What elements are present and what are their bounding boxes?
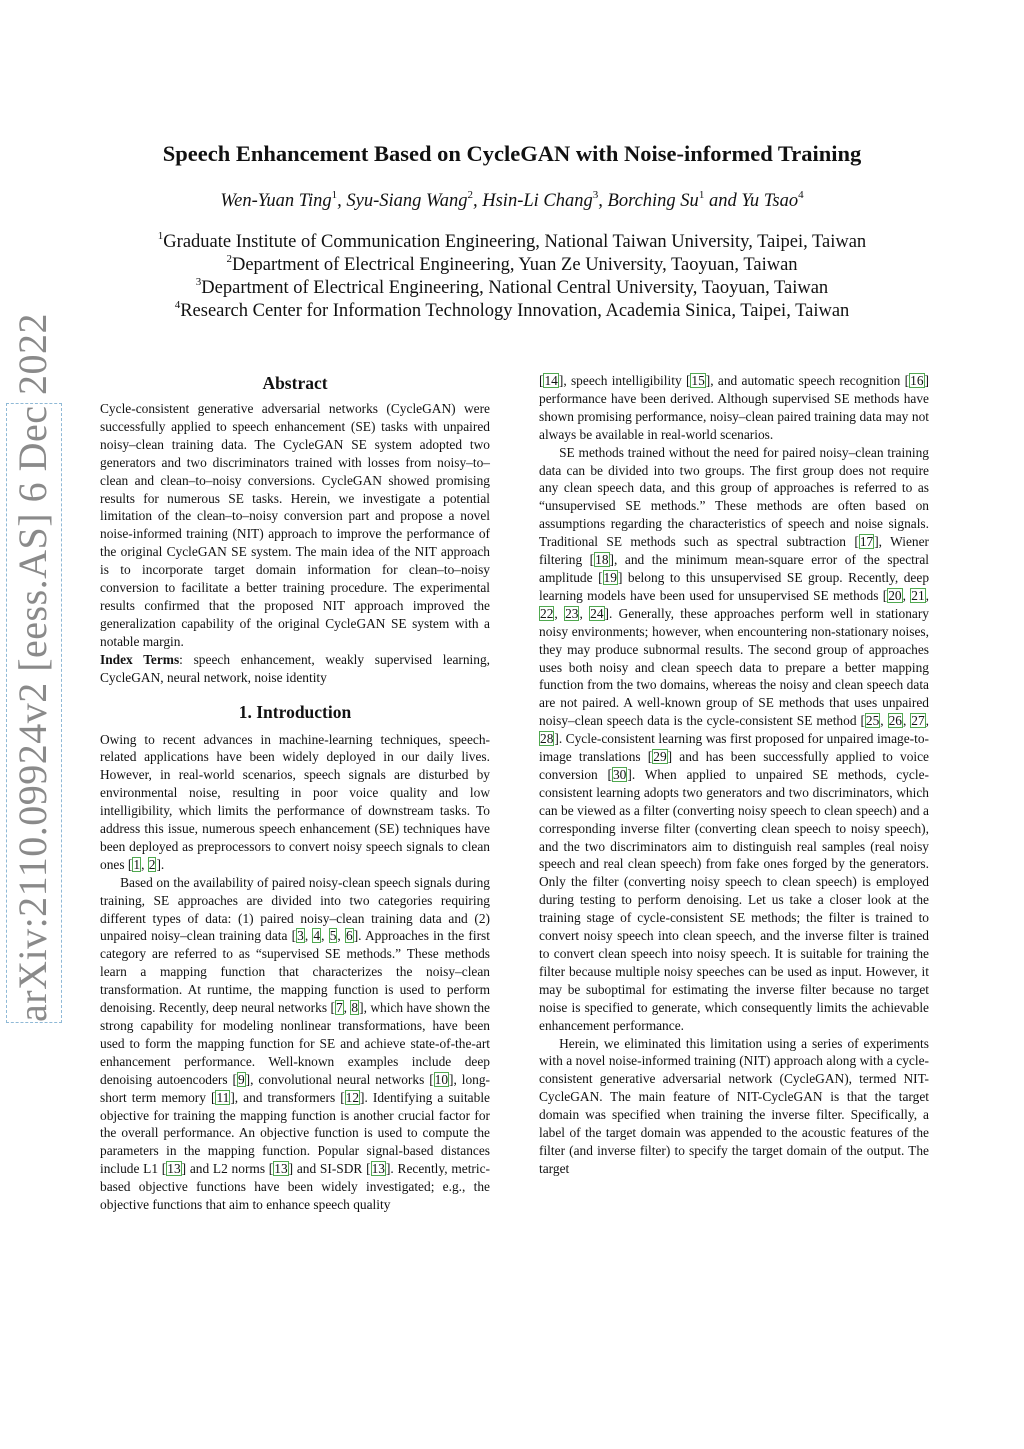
citation-link[interactable]: 10 xyxy=(434,1071,449,1087)
paragraph-text: , xyxy=(337,928,345,944)
paragraph-text: , xyxy=(343,1000,351,1016)
intro-paragraph-3 xyxy=(539,372,929,444)
citation-link[interactable]: 21 xyxy=(911,587,925,603)
paragraph-text: ], and transformers [ xyxy=(230,1089,345,1105)
citation-link[interactable]: 25 xyxy=(865,713,880,729)
author-affil-mark: 2 xyxy=(467,188,473,201)
paragraph-text: ], and the minimum mean-square error of the spectral amplitude [ xyxy=(539,552,929,585)
citation-link[interactable]: 18 xyxy=(595,552,609,568)
citation-link[interactable]: 14 xyxy=(544,373,558,388)
citation-link[interactable]: 28 xyxy=(540,731,554,747)
paragraph-text: ] and L2 norms [ xyxy=(181,1161,274,1177)
affiliation-mark: 1 xyxy=(157,229,164,242)
paragraph-text: ]. Recently, metric-based objective functions have been widely investigated; e.g., the objective functions that aim to enhance speech quality xyxy=(100,1161,490,1213)
paragraph-text: ]. When applied to unpaired SE methods, cycle-consistent learning adopts two generators and two discriminators, which can be viewed as a filter (converting noisy speech to clean speech) and a corresponding inverse filter (converting clean speech to noisy speech), and the two discriminators aim to distinguish real samples (real noisy speech and real clean speech) from fake ones forged by the generators. Only the filter (converting noisy speech to clean speech) is employed during testing to perform denoising. Let us take a closer look at the training stage of cycle-consistent SE methods; the filter is trained to convert noisy speech into clean speech, and the inverse filter is trained to convert clean speech into noisy speech. It is suitable for training the filter because multiple noisy speeches can be used as input. However, it may be suboptimal for estimating the inverse filter because no target noise is specified to generate, which consequently limits the achievable enhancement performance. xyxy=(539,766,929,1033)
paragraph-text: SE methods trained without the need for paired noisy–clean training data can be divided into two groups. The first group does not require any clean speech data, and this group of approaches is referred to as “unsupervised SE methods.” These methods are often based on assumptions regarding the characteristics of speech and noise signals. Traditional SE methods such as spectral subtraction [ xyxy=(539,444,929,550)
citation-link[interactable]: 30 xyxy=(612,766,627,782)
citation-link[interactable]: 9 xyxy=(237,1071,245,1087)
citation-link[interactable]: 2 xyxy=(148,856,156,872)
author-name: Syu-Siang Wang xyxy=(346,191,468,211)
paragraph-text: Based on the availability of paired noisy-clean speech signals during training, SE approaches are divided into two categories requiring different types of data: (1) paired noisy–clean training data and (2) unpaired noisy–clean training data [ xyxy=(100,874,490,944)
author-list: Wen-Yuan Ting$^1$, Syu-Siang Wang$^2$, Hsin-Li Chang$^3$, Borching Su$^1$ and Yu Tsao$^4$ xyxy=(220,188,804,211)
citation-link[interactable]: 13 xyxy=(371,1161,385,1177)
affiliation xyxy=(60,254,964,277)
author-affil-mark: 4 xyxy=(798,188,804,201)
author-affil-mark: 1 xyxy=(331,188,338,201)
paragraph-text: ]. Cycle-consistent learning was first proposed for unpaired image-to-image translations [ xyxy=(539,731,929,765)
paragraph-text: ]. xyxy=(156,856,165,872)
introduction-heading: 1. Introduction xyxy=(238,701,352,722)
citation-link[interactable]: 23 xyxy=(565,605,579,621)
paragraph-text: [ xyxy=(539,373,544,388)
paragraph-text: ]. Identifying a suitable objective for training the mapping function is another crucial factor for the overall performance. An objective function is used to compute the parameters in the mapping function. Popular signal-based distances include L1 [ xyxy=(100,1089,490,1177)
paragraph-text: , xyxy=(925,713,929,729)
affiliation-mark: 3 xyxy=(195,275,202,288)
citation-link[interactable]: 26 xyxy=(888,713,902,729)
paragraph-text: ]. Generally, these approaches perform well in stationary noisy environments; however, when encountering non-stationary noises, they may produce subnormal results. The second group of approaches uses both noisy and clean speech data to prepare a better mapping function from the two domains, whereas the noisy and clean speech data are not paired. A well-known group of SE methods that uses unpaired noisy–clean speech data is the cycle-consistent SE method [ xyxy=(539,605,929,729)
affiliation xyxy=(60,277,964,300)
affiliation xyxy=(60,300,964,323)
intro-paragraph-1 xyxy=(100,731,490,874)
citation-link[interactable]: 12 xyxy=(345,1089,360,1105)
citation-link[interactable]: 13 xyxy=(274,1161,288,1177)
affiliation xyxy=(60,231,964,254)
paragraph-text: ], which have shown the strong capability for modeling nonlinear transformations, have been used to form the mapping function for SE and achieve state-of-the-art enhancement performance. Well-known examples include deep denoising autoencoders [ xyxy=(100,1000,490,1087)
affiliation-mark: 2 xyxy=(226,252,232,265)
citation-link[interactable]: 8 xyxy=(351,1000,359,1016)
intro-paragraph-4 xyxy=(539,444,929,1035)
affiliation-list xyxy=(60,231,964,323)
abstract-text: Cycle-consistent generative adversarial networks (CycleGAN) were successfully applied to speech enhancement (SE) tasks with unpaired noisy–clean training data. The CycleGAN SE system adopted two generators and two discriminators trained with losses from noisy–to–clean and clean–to–noisy conversions. CycleGAN showed promising results for numerous SE tasks. Herein, we investigate a potential limitation of the clean–to–noisy conversion part and propose a novel noise-informed training (NIT) approach to improve the performance of the original CycleGAN SE system. The main idea of the NIT approach is to incorporate target domain information for clean–to–noisy conversion to facilitate a better training procedure. The experimental results confirmed that the proposed NIT approach improved the generalization capability of the original CycleGAN SE system with a notable margin. xyxy=(100,401,490,649)
citation-link[interactable]: 22 xyxy=(540,605,554,621)
citation-link[interactable]: 11 xyxy=(216,1089,230,1105)
paper-title: Speech Enhancement Based on CycleGAN with Noise-informed Training xyxy=(162,141,862,166)
affiliation-text: Research Center for Information Technology Innovation, Academia Sinica, Taipei, Taiwan xyxy=(180,301,850,321)
author-name: Wen-Yuan Ting xyxy=(220,191,332,211)
index-terms xyxy=(100,651,490,687)
paragraph-text: ] and has been successfully applied to voice conversion [ xyxy=(539,749,929,782)
citation-link[interactable]: 7 xyxy=(335,1000,343,1016)
author-affil-mark: 3 xyxy=(592,188,599,201)
paragraph-text: Owing to recent advances in machine-learning techniques, speech-related applications have been widely deployed in our daily lives. However, in real-world scenarios, speech signals are disturbed by environmental noise, resulting in poor voice quality and low intelligibility, which limits the performance of downstream tasks. To address this issue, numerous speech enhancement (SE) techniques have been deployed as preprocessors to convert noisy speech signals to clean ones [ xyxy=(100,731,490,872)
paragraph-text: , xyxy=(321,928,329,944)
paragraph-text: ], Wiener filtering [ xyxy=(539,534,929,568)
citation-link[interactable]: 3 xyxy=(297,928,304,944)
paragraph-text: , xyxy=(902,713,911,729)
affiliation-text: Department of Electrical Engineering, Yuan Ze University, Taoyuan, Taiwan xyxy=(231,255,798,275)
citation-link[interactable]: 13 xyxy=(167,1161,181,1177)
author-name: Borching Su xyxy=(607,191,699,211)
affiliation-mark: 4 xyxy=(174,298,181,311)
author-conjunction: and xyxy=(708,191,737,211)
paragraph-text: , xyxy=(880,713,888,729)
citation-link[interactable]: 17 xyxy=(859,534,874,550)
citation-link[interactable]: 1 xyxy=(133,856,141,872)
author-name: Hsin-Li Chang xyxy=(482,191,593,211)
intro-paragraph-5 xyxy=(539,1035,929,1178)
paragraph-text: ] and SI-SDR [ xyxy=(288,1161,371,1177)
paragraph-text: ] belong to this unsupervised SE group. Recently, deep learning models have been used for unsupervised SE methods [ xyxy=(539,569,930,603)
author-affil-mark: 1 xyxy=(698,188,705,201)
arxiv-stamp[interactable]: arXiv:2110.09924v2 [eess.AS] 6 Dec 2022 xyxy=(6,403,62,1023)
citation-link[interactable]: 5 xyxy=(329,928,337,944)
left-column xyxy=(100,372,490,1214)
paragraph-text: ], and automatic speech recognition [ xyxy=(705,373,910,388)
affiliation-text: Department of Electrical Engineering, National Central University, Taoyuan, Taiwan xyxy=(201,278,829,298)
intro-paragraph-2 xyxy=(100,874,490,1214)
paragraph-text: , xyxy=(554,605,565,621)
paragraph-text: ], long-short term memory [ xyxy=(100,1071,491,1105)
citation-link[interactable]: 19 xyxy=(603,569,617,585)
paragraph-text: , xyxy=(579,605,590,621)
citation-link[interactable]: 20 xyxy=(888,587,902,603)
affiliation-text: Graduate Institute of Communication Engineering, National Taiwan University, Taipei, Taiwan xyxy=(163,232,867,252)
citation-link[interactable]: 4 xyxy=(313,928,321,944)
right-column xyxy=(539,372,929,1178)
citation-link[interactable]: 29 xyxy=(653,749,667,765)
citation-link[interactable]: 15 xyxy=(691,373,705,388)
paragraph-text: , xyxy=(925,587,929,603)
citation-link[interactable]: 16 xyxy=(910,373,924,388)
paragraph-text: ], speech intelligibility [ xyxy=(558,373,691,388)
citation-link[interactable]: 6 xyxy=(345,928,353,944)
citation-link[interactable]: 24 xyxy=(590,605,604,621)
paragraph-text: , xyxy=(141,856,148,872)
paragraph-text: Herein, we eliminated this limitation using a series of experiments with a novel noise-informed training (NIT) approach along with a cycle-consistent generative adversarial network (CycleGAN), termed NIT-CycleGAN. The main feature of NIT-CycleGAN is that the target domain was specified when training the inverse filter. Specifically, a label of the target domain was appended to the acoustic features of the filter (and inverse filter) to specify the target domain of the output. The target xyxy=(539,1035,929,1176)
abstract-heading: Abstract xyxy=(262,373,328,393)
paragraph-text: ]. Approaches in the first category are referred to as “supervised SE methods.” These methods learn a mapping function that characterizes the noisy–clean transformation. At runtime, the mapping function is used to perform denoising. Recently, deep neural networks [ xyxy=(100,928,490,1016)
paragraph-text: , xyxy=(902,587,911,603)
paragraph-text: , xyxy=(304,928,313,944)
index-terms-text: : speech enhancement, weakly supervised learning, CycleGAN, neural network, noise identity xyxy=(100,651,490,685)
paragraph-text: ], convolutional neural networks [ xyxy=(245,1071,434,1087)
paragraph-text: ] performance have been derived. Although supervised SE methods have shown promising performance, noisy–clean paired training data may not always be available in real-world scenarios. xyxy=(539,373,929,442)
citation-link[interactable]: 27 xyxy=(911,713,925,729)
author-name: Yu Tsao xyxy=(741,191,799,211)
index-terms-label: Index Terms xyxy=(100,651,180,667)
